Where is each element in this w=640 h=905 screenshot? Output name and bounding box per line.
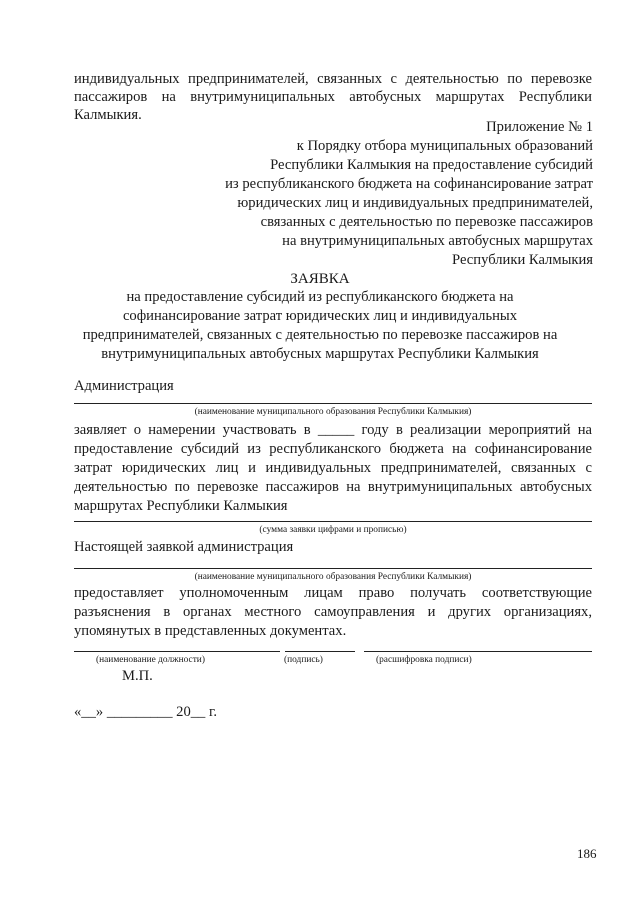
appendix-line: Республики Калмыкия на предоставление субсидий — [270, 157, 593, 173]
seal-mark: М.П. — [122, 668, 153, 684]
administration-label: Администрация — [74, 378, 174, 394]
title-subtitle — [40, 288, 600, 364]
appendix-line: на внутримуниципальных автобусных маршрутах — [282, 233, 593, 249]
appendix-line: к Порядку отбора муниципальных образований — [296, 138, 593, 154]
grant-line-last: упомянутых в представленных документах. — [74, 623, 347, 639]
municipality-fill-line-2[interactable] — [74, 568, 592, 569]
statement-line: затрат юридических лиц и индивидуальных предпринимателей, связанных с — [74, 460, 592, 476]
appendix-line: Приложение № 1 — [486, 119, 593, 135]
municipality-fill-line[interactable] — [74, 403, 592, 404]
sum-fill-line[interactable] — [74, 521, 592, 522]
date-line[interactable]: «__» _________ 20__ г. — [74, 704, 217, 720]
title-line: внутримуниципальных автобусных маршрутах Республики Калмыкия — [101, 346, 539, 362]
present-label: Настоящей заявкой администрация — [74, 539, 294, 555]
intro-line-1: индивидуальных предпринимателей, связанных с деятельностью по перевозке — [74, 71, 592, 87]
appendix-line: юридических лиц и индивидуальных предпринимателей, — [237, 195, 593, 211]
intro-line-3: Калмыкия. — [74, 107, 142, 123]
statement-line: предоставление субсидий из республиканского бюджета на софинансирование — [74, 441, 592, 457]
position-caption: (наименование должности) — [96, 655, 205, 665]
decode-caption: (расшифровка подписи) — [376, 655, 472, 665]
grant-line: предоставляет уполномоченным лицам право получать соответствующие — [74, 585, 592, 601]
sum-caption: (сумма заявки цифрами и прописью) — [259, 525, 407, 535]
appendix-line: Республики Калмыкия — [452, 252, 593, 268]
intro-line-2: пассажиров на внутримуниципальных автобусных маршрутах Республики — [74, 89, 592, 105]
signature-fill-line[interactable] — [285, 651, 355, 652]
appendix-line: из республиканского бюджета на софинансирование затрат — [225, 176, 593, 192]
statement-line-last: маршрутах Республики Калмыкия — [74, 498, 288, 514]
grant-line: разъяснения в органах местного самоуправления и других организациях, — [74, 604, 592, 620]
title-line: на предоставление субсидий из республиканского бюджета на — [126, 289, 514, 305]
document-title: ЗАЯВКА — [290, 271, 350, 287]
appendix-block — [173, 118, 593, 270]
statement-line: заявляет о намерении участвовать в _____ году в реализации мероприятий на — [74, 422, 592, 438]
decode-fill-line[interactable] — [364, 651, 592, 652]
municipality-caption-2: (наименование муниципального образования Республики Калмыкия) — [194, 572, 472, 582]
signature-caption: (подпись) — [284, 655, 323, 665]
title-line: софинансирование затрат юридических лиц и индивидуальных — [122, 308, 518, 324]
page-number: 186 — [577, 846, 597, 861]
appendix-line: связанных с деятельностью по перевозке пассажиров — [260, 214, 593, 230]
municipality-caption: (наименование муниципального образования Республики Калмыкия) — [194, 407, 472, 417]
title-line: предпринимателей, связанных с деятельностью по перевозке пассажиров на — [82, 327, 558, 343]
statement-line: деятельностью по перевозке пассажиров на внутримуниципальных автобусных — [74, 479, 592, 495]
position-fill-line[interactable] — [74, 651, 280, 652]
